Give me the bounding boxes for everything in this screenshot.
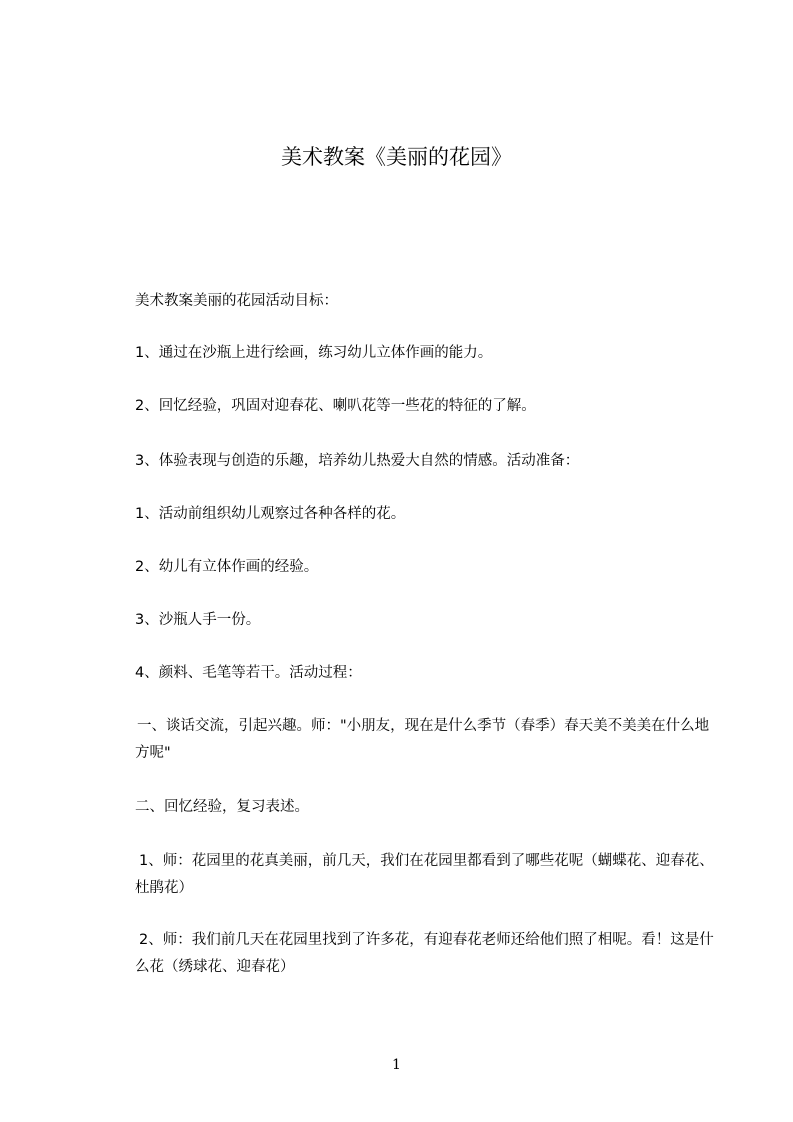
paragraph: 美术教案美丽的花园活动目标： (135, 293, 338, 309)
paragraph: 1、活动前组织幼儿观察过各种各样的花。 (135, 506, 406, 522)
paragraph: 4、颜料、毛笔等若干。活动过程： (135, 665, 362, 681)
paragraph: 3、体验表现与创造的乐趣，培养幼儿热爱大自然的情感。活动准备： (135, 453, 580, 469)
paragraph: 1、通过在沙瓶上进行绘画，练习幼儿立体作画的能力。 (135, 345, 493, 361)
document-title: 美术教案《美丽的花园》 (281, 145, 512, 169)
page-number: 1 (392, 1057, 401, 1073)
paragraph: 一、谈话交流，引起兴趣。师："小朋友，现在是什么季节（春季）春天美不美美在什么地方呢" (135, 718, 710, 761)
paragraph: 1、师：花园里的花真美丽，前几天，我们在花园里都看到了哪些花呢（蝴蝶花、迎春花、杜鹃花） (135, 853, 714, 896)
paragraph: 2、幼儿有立体作画的经验。 (135, 559, 319, 575)
paragraph: 2、师：我们前几天在花园里找到了许多花，有迎春花老师还给他们照了相呢。看！这是什么花（绣球花、迎春花） (135, 932, 714, 975)
paragraph: 二、回忆经验，复习表述。 (135, 799, 309, 815)
paragraph: 3、沙瓶人手一份。 (135, 612, 261, 628)
paragraph: 2、回忆经验，巩固对迎春花、喇叭花等一些花的特征的了解。 (135, 398, 536, 414)
